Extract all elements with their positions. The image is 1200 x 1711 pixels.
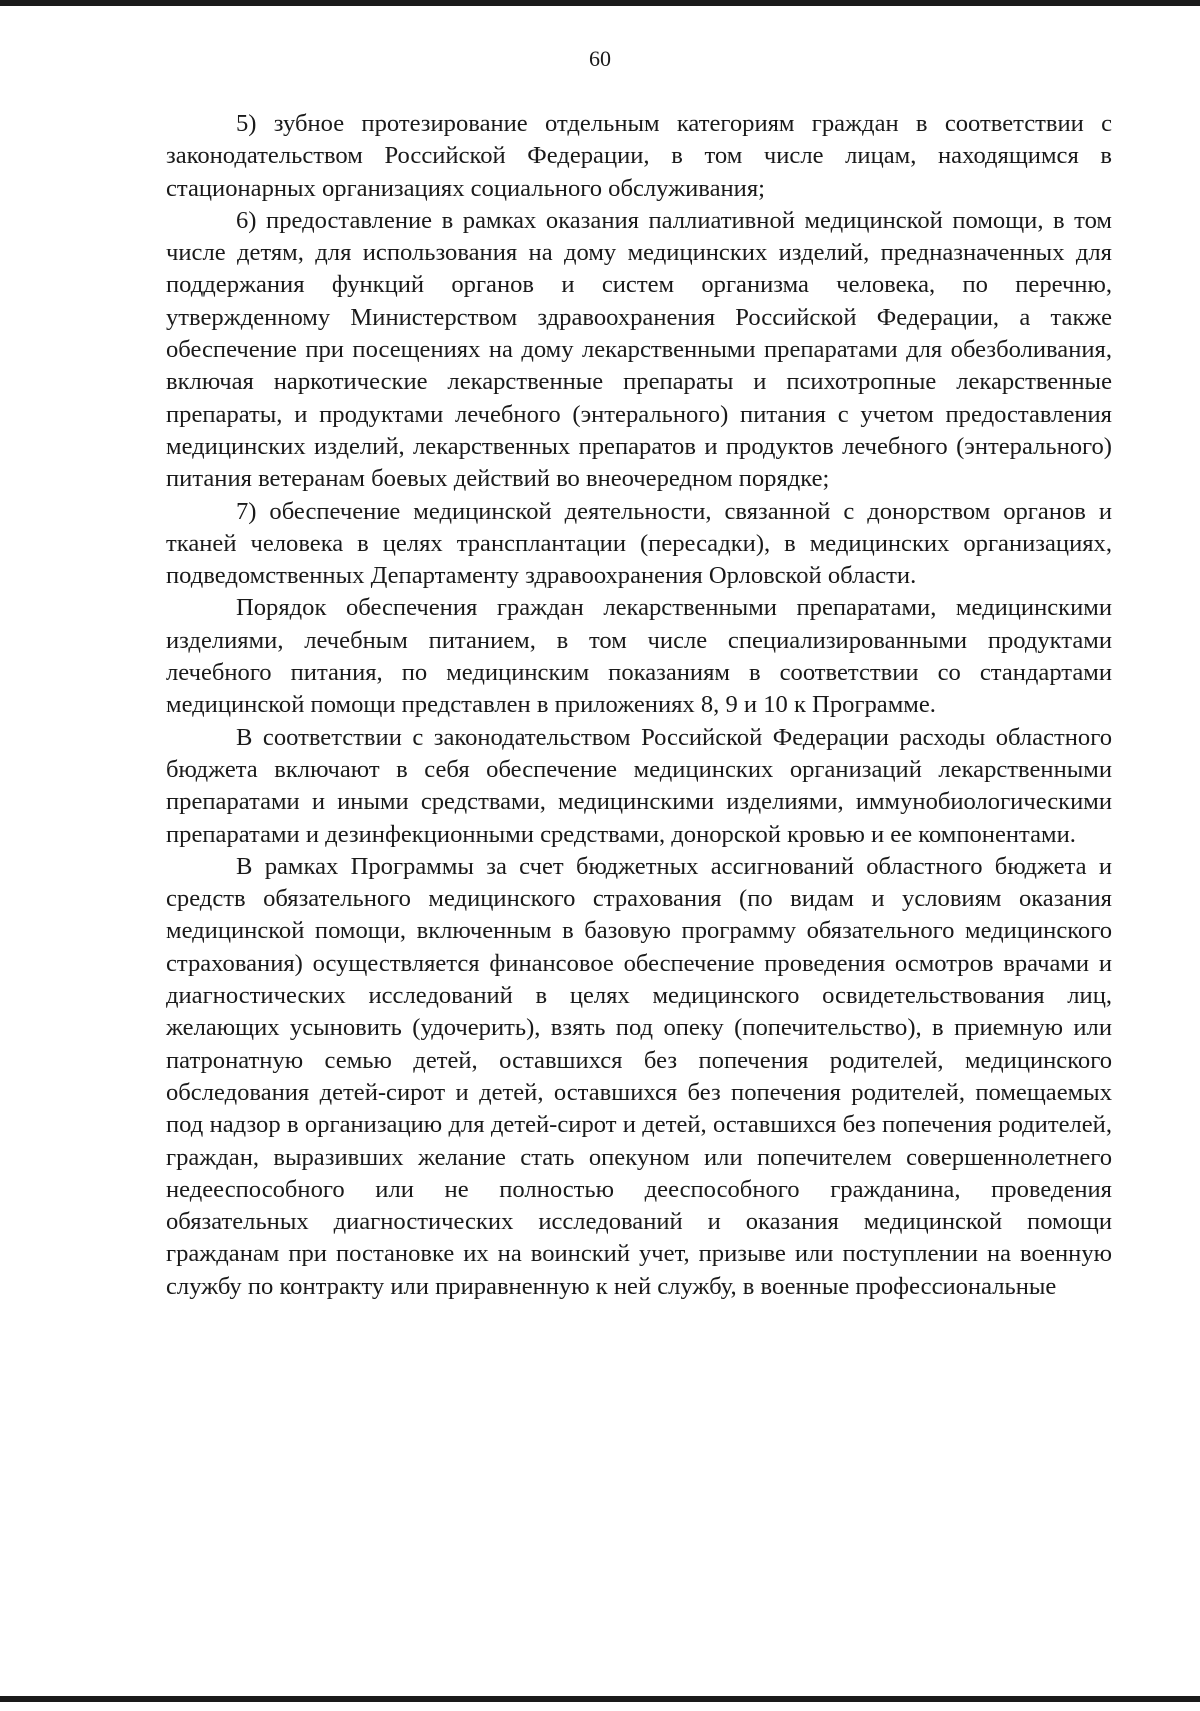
document-body [166, 108, 1112, 1303]
paragraph-item-6-palliative: 6) предоставление в рамках оказания паллиативной медицинской помощи, в том числе детям, для использования на дому медицинских изделий, предназначенных для поддержания функций органов и систем организма человека, по перечню, утвержденному Министерством здравоохранения Российской Федерации, а также обеспечение при посещениях на дому лекарственными препаратами для обезболивания, включая наркотические лекарственные препараты и психотропные лекарственные препараты, и продуктами лечебного (энтерального) питания с учетом предоставления медицинских изделий, лекарственных препаратов и продуктов лечебного (энтерального) питания ветеранам боевых действий во внеочередном порядке; [166, 206, 1112, 493]
paragraph-regional-budget-expenses: В соответствии с законодательством Российской Федерации расходы областного бюджета включают в себя обеспечение медицинских организаций лекарственными препаратами и иными средствами, медицинскими изделиями, иммунобиологическими препаратами и дезинфекционными средствами, донорской кровью и ее компонентами. [166, 723, 1112, 848]
paragraph-item-5-dental: 5) зубное протезирование отдельным категориям граждан в соответствии с законодательством Российской Федерации, в том числе лицам, находящимся в стационарных организациях социального обслуживания; [166, 110, 1112, 202]
page-number: 60 [589, 46, 611, 71]
paragraph-drug-provision-order: Порядок обеспечения граждан лекарственными препаратами, медицинскими изделиями, лечебным питанием, в том числе специализированными продуктами лечебного питания, по медицинским показаниям в соответствии со стандартами медицинской помощи представлен в приложениях 8, 9 и 10 к Программе. [166, 594, 1112, 719]
paragraph-item-7-donation: 7) обеспечение медицинской деятельности, связанной с донорством органов и тканей человека в целях трансплантации (пересадки), в медицинских организациях, подведомственных Департаменту здравоохранения Орловской области. [166, 497, 1112, 590]
scan-edge-bottom [0, 1696, 1200, 1702]
scan-edge-top [0, 0, 1200, 6]
paragraph-program-financing: В рамках Программы за счет бюджетных ассигнований областного бюджета и средств обязательного медицинского страхования (по видам и условиям оказания медицинской помощи, включенным в базовую программу обязательного медицинского страхования) осуществляется финансовое обеспечение проведения осмотров врачами и диагностических исследований в целях медицинского освидетельствования лиц, желающих усыновить (удочерить), взять под опеку (попечительство), в приемную или патронатную семью детей, оставшихся без попечения родителей, медицинского обследования детей-сирот и детей, оставшихся без попечения родителей, помещаемых под надзор в организацию для детей-сирот и детей, оставшихся без попечения родителей, граждан, выразивших желание стать опекуном или попечителем совершеннолетнего недееспособного или не полностью дееспособного гражданина, проведения обязательных диагностических исследований и оказания медицинской помощи гражданам при постановке их на воинский учет, призыве или поступлении на военную службу по контракту или приравненную к ней службу, в военные профессиональные [166, 852, 1112, 1300]
